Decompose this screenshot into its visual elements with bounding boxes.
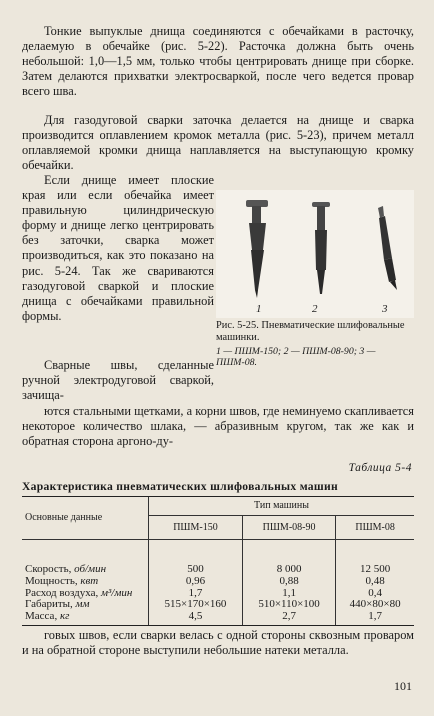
table-cell: 0,88 [242,576,335,588]
paragraph-4: Сварные швы, сделанные ручной электродуговой сваркой, зачища- [22,358,214,403]
figure-legend: 1 — ПШМ-150; 2 — ПШМ-08-90; 3 — ПШМ-08. [216,346,376,369]
table-cell: 12 500 [336,540,414,576]
table-cell: 1,7 [149,588,243,600]
table-header-group: Тип машины [149,497,415,516]
table-cell: 4,5 [149,611,243,625]
table-row-label: Масса, кг [22,611,149,625]
table-row-label: Габариты, мм [25,598,90,611]
table-cell: 510×110×100 [242,599,335,611]
table-cell: 515×170×160 [149,599,243,611]
table-cell: 1,1 [242,588,335,600]
paragraph-3: Если днище имеет плоские края или если обечайка имеет правильную цилиндрическую форму и днище легко центрировать без заточки, сварка может производиться, как это показано на рис. 5-24. Так же свариваются газодуговой сваркой и плоские днища с обечайками правильной формы. [22,173,214,323]
table-header-main: Основные данные [22,497,149,540]
table-row [22,611,414,625]
data-table [22,496,414,626]
table-column-header: ПШМ-08-90 [242,516,335,540]
table-title: Характеристика пневматических шлифовальных машин [22,480,338,493]
table-cell: 0,4 [336,588,414,600]
table-row [22,540,414,576]
table-cell: 500 [149,540,243,576]
paragraph-6: говых швов, если сварки велась с одной стороны сквозным проваром и на обратной стороне выступили небольшие натеки металла. [22,628,414,658]
grinder-illustration [216,190,414,318]
table-column-header: ПШМ-150 [149,516,243,540]
table-row-label: Расход воздуха, м³/мин [25,586,133,599]
table-cell: 440×80×80 [336,599,414,611]
table-label: Таблица 5-4 [348,462,412,474]
table-row [22,599,414,611]
figure-label-1: 1 [256,303,262,315]
paragraph-5: ются стальными щетками, а корни швов, где неминуемо скапливается некоторое количество шлака, — абразивным кругом, так же как и обратная сторона аргоно-ду- [22,404,414,449]
table-cell: 2,7 [242,611,335,625]
grinder-figure [216,190,414,318]
table-column-header: ПШМ-08 [336,516,414,540]
table-row-label: Скорость, об/мин [25,563,107,575]
table-cell: 0,96 [149,576,243,588]
paragraph-2: Для газодуговой сварки заточка делается на днище и сварка производится оплавлением кромок металла (рис. 5-23), причем металл оплавляемой кромки днища наплавляется на выступающую кромку обечайки. [22,113,414,173]
table-cell: 1,7 [336,611,414,625]
figure-label-3: 3 [382,303,388,315]
page-number: 101 [394,679,412,693]
figure-caption: Рис. 5-25. Пневматические шлифовальные машинки. [216,320,405,344]
table-cell: 8 000 [242,540,335,576]
table-cell: 0,48 [336,576,414,588]
table-row-label: Мощность, квт [25,574,99,587]
paragraph-1: Тонкие выпуклые днища соединяются с обечайками в расточку, делаемую в обечайке (рис. 5-22). Расточка должна быть очень небольшой: 1,0—1,5 мм, только чтобы центрировать днище при сборке. Затем делаются прихватки электросваркой, после чего ведется провар всего шва. [22,24,414,99]
figure-label-2: 2 [312,303,318,315]
